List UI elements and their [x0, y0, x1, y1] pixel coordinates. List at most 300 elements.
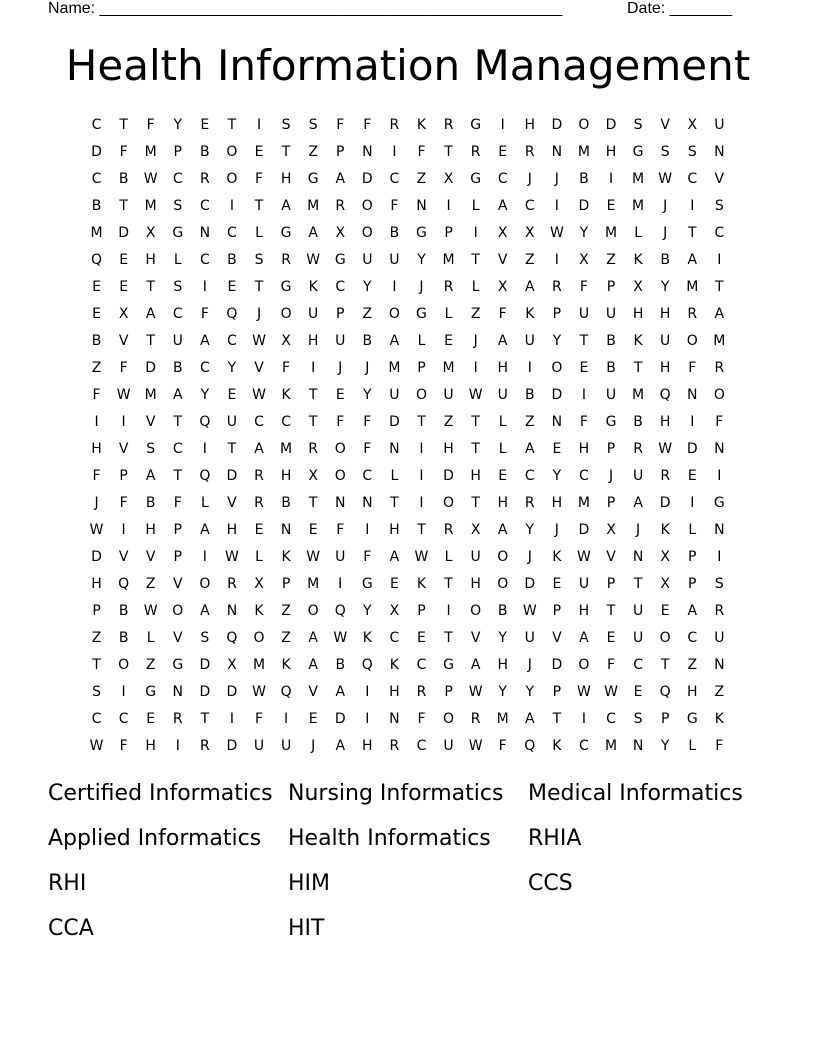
grid-letter: D — [118, 225, 129, 241]
grid-letter: N — [632, 549, 644, 565]
grid-letter: T — [200, 711, 210, 727]
grid-letter: G — [334, 252, 346, 268]
grid-letter: B — [91, 333, 102, 349]
grid-letter: Z — [145, 657, 156, 673]
grid-letter: I — [690, 414, 695, 430]
grid-letter: V — [308, 684, 318, 700]
grid-letter: I — [365, 684, 370, 700]
grid-letter: Q — [118, 576, 130, 592]
grid-letter: U — [362, 252, 373, 268]
word-list-item: Nursing Informatics — [288, 781, 504, 806]
grid-letter: A — [633, 495, 643, 511]
grid-letter: S — [281, 117, 291, 133]
grid-letter: W — [658, 171, 673, 187]
grid-letter: X — [145, 225, 156, 241]
grid-letter: I — [229, 711, 234, 727]
grid-letter: T — [254, 198, 264, 214]
grid-row — [83, 328, 733, 355]
grid-letter: M — [388, 360, 401, 376]
grid-letter: K — [525, 306, 535, 322]
grid-letter: X — [389, 603, 400, 619]
grid-letter: W — [252, 387, 266, 403]
grid-letter: U — [497, 387, 508, 403]
word-list-item: CCA — [48, 916, 94, 941]
grid-letter: C — [254, 414, 264, 430]
grid-letter: H — [145, 738, 156, 754]
grid-letter: I — [717, 252, 722, 268]
grid-letter: E — [687, 468, 697, 484]
grid-letter: E — [498, 144, 508, 160]
grid-letter: H — [659, 414, 671, 430]
grid-letter: C — [416, 738, 427, 754]
grid-letter: O — [118, 657, 130, 673]
grid-letter: D — [91, 144, 102, 160]
grid-letter: X — [660, 576, 670, 592]
grid-letter: L — [634, 225, 642, 241]
grid-letter: E — [92, 279, 101, 295]
grid-letter: H — [578, 603, 590, 619]
grid-letter: P — [336, 144, 345, 160]
grid-letter: A — [172, 387, 183, 403]
grid-letter: X — [308, 468, 318, 484]
grid-letter: O — [307, 603, 319, 619]
grid-letter: T — [227, 117, 237, 133]
grid-letter: R — [199, 738, 210, 754]
grid-letter: H — [362, 738, 373, 754]
grid-letter: E — [444, 333, 453, 349]
grid-letter: O — [578, 657, 590, 673]
grid-letter: I — [338, 576, 343, 592]
grid-letter: P — [606, 441, 616, 457]
grid-letter: J — [608, 468, 614, 484]
grid-letter: L — [471, 279, 480, 295]
grid-letter: S — [92, 684, 101, 700]
grid-letter: H — [497, 360, 508, 376]
grid-letter: N — [416, 198, 427, 214]
grid-letter: B — [524, 387, 535, 403]
grid-letter: Y — [363, 387, 372, 403]
grid-letter: U — [578, 306, 590, 322]
grid-letter: D — [443, 468, 454, 484]
grid-letter: V — [660, 117, 670, 133]
grid-letter: W — [252, 333, 266, 349]
grid-letter: A — [200, 333, 210, 349]
grid-letter: N — [280, 522, 292, 538]
grid-letter: L — [471, 198, 480, 214]
grid-letter: A — [525, 279, 535, 295]
grid-letter: I — [365, 522, 370, 538]
grid-letter: K — [416, 117, 427, 133]
grid-letter: A — [389, 549, 400, 565]
grid-letter: C — [714, 225, 725, 241]
grid-letter: F — [282, 360, 291, 376]
grid-letter: M — [144, 387, 157, 403]
grid-letter: E — [119, 252, 129, 268]
grid-letter: O — [172, 603, 184, 619]
word-list — [48, 778, 768, 958]
grid-letter: F — [715, 414, 724, 430]
grid-letter: E — [579, 360, 589, 376]
grid-letter: F — [417, 711, 426, 727]
grid-letter: F — [498, 738, 507, 754]
grid-letter: R — [389, 738, 400, 754]
grid-letter: I — [446, 198, 451, 214]
grid-letter: J — [554, 522, 559, 538]
grid-letter: F — [254, 711, 264, 727]
grid-letter: X — [579, 252, 589, 268]
grid-letter: H — [145, 522, 156, 538]
grid-letter: K — [633, 252, 643, 268]
grid-letter: U — [280, 738, 292, 754]
grid-row — [83, 355, 733, 382]
date-field[interactable]: Date: _______ — [627, 0, 732, 17]
grid-letter: F — [606, 657, 616, 673]
grid-letter: Z — [524, 414, 535, 430]
grid-letter: S — [633, 117, 643, 133]
grid-letter: Y — [660, 279, 670, 295]
grid-letter: F — [119, 144, 128, 160]
grid-letter: T — [119, 198, 128, 214]
grid-letter: Y — [417, 252, 426, 268]
grid-letter: T — [687, 225, 697, 241]
word-list-item: Medical Informatics — [528, 781, 743, 806]
grid-letter: M — [604, 738, 618, 754]
grid-letter: U — [605, 306, 617, 322]
grid-letter: E — [92, 306, 101, 322]
grid-letter: P — [173, 549, 182, 565]
grid-letter: F — [119, 738, 128, 754]
grid-letter: V — [118, 441, 129, 457]
grid-letter: I — [229, 198, 234, 214]
grid-letter: L — [444, 306, 453, 322]
name-field[interactable]: Name: ____________________________________________________ — [48, 0, 563, 17]
grid-letter: H — [497, 657, 508, 673]
grid-letter: F — [363, 414, 372, 430]
grid-letter: G — [686, 711, 698, 727]
grid-letter: L — [173, 252, 182, 268]
grid-letter: T — [308, 495, 318, 511]
grid-letter: W — [306, 252, 321, 268]
grid-letter: Z — [281, 603, 291, 619]
grid-letter: W — [89, 738, 104, 754]
grid-row — [83, 436, 733, 463]
grid-letter: P — [552, 684, 562, 700]
grid-letter: U — [443, 387, 454, 403]
grid-letter: Z — [524, 252, 535, 268]
grid-letter: F — [173, 495, 182, 511]
grid-letter: L — [444, 549, 453, 565]
grid-letter: F — [92, 387, 101, 403]
grid-letter: R — [552, 279, 562, 295]
grid-letter: V — [118, 333, 129, 349]
grid-letter: G — [172, 225, 184, 241]
grid-letter: Z — [145, 576, 156, 592]
grid-letter: V — [145, 414, 156, 430]
grid-letter: H — [91, 576, 102, 592]
grid-letter: J — [636, 522, 641, 538]
grid-letter: I — [419, 468, 424, 484]
grid-letter: T — [146, 333, 155, 349]
grid-letter: H — [307, 333, 319, 349]
grid-letter: Q — [361, 657, 373, 673]
grid-letter: O — [659, 630, 671, 646]
grid-letter: A — [525, 441, 535, 457]
grid-letter: A — [200, 603, 210, 619]
grid-letter: C — [524, 468, 535, 484]
grid-letter: N — [362, 495, 373, 511]
grid-letter: V — [254, 360, 264, 376]
grid-row — [83, 706, 733, 733]
grid-letter: M — [90, 225, 103, 241]
grid-letter: P — [336, 306, 345, 322]
grid-letter: C — [416, 657, 427, 673]
grid-letter: I — [581, 711, 587, 727]
grid-letter: M — [577, 144, 590, 160]
grid-letter: C — [606, 711, 616, 727]
grid-letter: G — [470, 171, 482, 187]
grid-letter: F — [579, 414, 588, 430]
grid-letter: U — [714, 630, 725, 646]
grid-letter: B — [145, 495, 156, 511]
grid-letter: J — [527, 549, 532, 565]
grid-letter: E — [498, 468, 508, 484]
grid-letter: B — [606, 360, 616, 376]
grid-letter: U — [632, 603, 644, 619]
grid-letter: U — [335, 333, 346, 349]
grid-letter: F — [715, 738, 724, 754]
grid-letter: S — [308, 117, 318, 133]
grid-letter: C — [199, 252, 210, 268]
grid-letter: C — [579, 738, 589, 754]
grid-letter: X — [633, 279, 643, 295]
grid-letter: T — [173, 468, 183, 484]
grid-letter: Y — [525, 522, 535, 538]
grid-letter: J — [473, 333, 478, 349]
grid-letter: Y — [227, 360, 237, 376]
grid-letter: F — [363, 549, 372, 565]
grid-letter: Q — [280, 684, 292, 700]
grid-letter: K — [281, 657, 291, 673]
grid-letter: A — [281, 198, 291, 214]
grid-letter: K — [714, 711, 724, 727]
grid-letter: I — [284, 711, 289, 727]
grid-letter: N — [389, 711, 400, 727]
grid-letter: C — [118, 711, 129, 727]
grid-row — [83, 193, 733, 220]
grid-letter: K — [552, 549, 562, 565]
grid-row — [83, 274, 733, 301]
grid-letter: R — [633, 441, 643, 457]
grid-letter: A — [145, 306, 156, 322]
grid-letter: T — [444, 576, 453, 592]
grid-letter: U — [632, 630, 644, 646]
grid-letter: H — [389, 684, 400, 700]
grid-letter: T — [660, 657, 670, 673]
grid-letter: O — [388, 306, 400, 322]
grid-letter: O — [253, 630, 265, 646]
grid-letter: S — [714, 198, 724, 214]
grid-letter: Z — [416, 171, 427, 187]
grid-letter: P — [444, 225, 453, 241]
grid-letter: G — [172, 657, 184, 673]
grid-letter: N — [714, 657, 725, 673]
grid-letter: P — [688, 576, 697, 592]
grid-letter: X — [118, 306, 129, 322]
grid-letter: C — [172, 441, 183, 457]
grid-letter: I — [419, 441, 424, 457]
grid-letter: O — [415, 387, 427, 403]
grid-letter: V — [552, 630, 562, 646]
grid-letter: V — [118, 549, 129, 565]
grid-letter: O — [361, 198, 373, 214]
grid-letter: Q — [226, 630, 238, 646]
grid-letter: T — [281, 144, 291, 160]
grid-letter: N — [551, 144, 563, 160]
grid-letter: I — [554, 198, 559, 214]
grid-letter: I — [392, 279, 397, 295]
grid-letter: L — [688, 522, 697, 538]
grid-letter: B — [227, 252, 237, 268]
grid-letter: E — [417, 630, 426, 646]
grid-letter: O — [334, 468, 346, 484]
grid-letter: I — [121, 414, 126, 430]
grid-letter: O — [551, 360, 563, 376]
grid-row — [83, 517, 733, 544]
grid-letter: P — [281, 576, 291, 592]
grid-letter: V — [714, 171, 725, 187]
grid-letter: G — [307, 171, 319, 187]
grid-letter: D — [145, 360, 157, 376]
grid-letter: G — [416, 225, 427, 241]
grid-letter: Z — [443, 414, 454, 430]
grid-letter: D — [91, 549, 102, 565]
grid-letter: T — [308, 414, 318, 430]
grid-letter: X — [687, 117, 698, 133]
grid-letter: A — [335, 171, 346, 187]
grid-letter: H — [145, 252, 156, 268]
grid-letter: W — [143, 171, 158, 187]
grid-row — [83, 139, 733, 166]
grid-letter: E — [660, 603, 670, 619]
grid-letter: W — [549, 225, 564, 241]
grid-letter: O — [578, 117, 590, 133]
grid-letter: C — [91, 171, 102, 187]
grid-letter: J — [365, 360, 370, 376]
grid-letter: D — [334, 711, 346, 727]
grid-letter: R — [172, 711, 183, 727]
grid-letter: W — [658, 441, 673, 457]
grid-letter: W — [468, 684, 483, 700]
grid-letter: Y — [498, 684, 507, 700]
grid-letter: H — [524, 117, 536, 133]
grid-letter: R — [199, 171, 210, 187]
grid-letter: F — [336, 414, 345, 430]
grid-letter: K — [362, 630, 372, 646]
word-list-item: RHIA — [528, 826, 582, 851]
grid-row — [83, 112, 733, 139]
grid-letter: T — [254, 279, 264, 295]
grid-letter: T — [471, 252, 480, 268]
grid-letter: M — [632, 198, 645, 214]
grid-letter: A — [200, 522, 210, 538]
grid-letter: A — [714, 306, 725, 322]
grid-letter: T — [579, 333, 589, 349]
grid-letter: B — [660, 252, 670, 268]
grid-letter: I — [175, 738, 180, 754]
grid-letter: E — [552, 576, 562, 592]
grid-letter: T — [444, 630, 453, 646]
grid-letter: T — [471, 495, 480, 511]
grid-letter: C — [389, 171, 400, 187]
grid-letter: R — [254, 468, 264, 484]
grid-letter: I — [473, 225, 478, 241]
grid-letter: T — [633, 360, 643, 376]
grid-letter: P — [119, 468, 128, 484]
grid-letter: O — [280, 306, 292, 322]
grid-letter: T — [417, 414, 426, 430]
grid-letter: R — [524, 495, 535, 511]
grid-letter: M — [442, 360, 455, 376]
grid-letter: C — [524, 198, 535, 214]
grid-letter: I — [202, 441, 207, 457]
grid-letter: K — [660, 522, 670, 538]
grid-letter: X — [660, 549, 670, 565]
grid-letter: S — [660, 144, 670, 160]
grid-letter: L — [255, 549, 263, 565]
grid-letter: Q — [659, 684, 671, 700]
grid-letter: C — [389, 630, 400, 646]
grid-letter: K — [281, 387, 291, 403]
grid-letter: J — [663, 198, 668, 214]
grid-letter: B — [91, 198, 102, 214]
grid-letter: O — [226, 144, 238, 160]
grid-letter: E — [606, 198, 616, 214]
grid-letter: C — [497, 171, 508, 187]
grid-letter: F — [363, 117, 372, 133]
grid-letter: I — [365, 711, 370, 727]
grid-letter: M — [686, 279, 699, 295]
grid-letter: C — [91, 711, 102, 727]
grid-row — [83, 652, 733, 679]
grid-letter: P — [688, 549, 697, 565]
grid-letter: I — [446, 603, 451, 619]
grid-letter: U — [660, 333, 671, 349]
grid-letter: O — [443, 495, 455, 511]
grid-letter: A — [335, 738, 346, 754]
grid-letter: E — [254, 522, 264, 538]
grid-letter: B — [118, 630, 129, 646]
grid-letter: T — [417, 522, 426, 538]
grid-letter: B — [335, 657, 346, 673]
grid-letter: N — [687, 387, 698, 403]
grid-letter: M — [252, 657, 266, 673]
grid-letter: Z — [362, 306, 373, 322]
grid-letter: F — [498, 306, 507, 322]
grid-letter: C — [579, 468, 589, 484]
grid-letter: Y — [660, 738, 670, 754]
grid-letter: L — [146, 630, 155, 646]
grid-letter: A — [687, 252, 698, 268]
grid-letter: U — [389, 387, 400, 403]
grid-letter: G — [280, 225, 292, 241]
grid-letter: D — [659, 495, 671, 511]
grid-letter: U — [226, 414, 238, 430]
grid-letter: A — [389, 333, 400, 349]
grid-letter: P — [417, 603, 426, 619]
grid-letter: V — [227, 495, 237, 511]
grid-letter: O — [199, 576, 211, 592]
grid-letter: U — [308, 306, 319, 322]
